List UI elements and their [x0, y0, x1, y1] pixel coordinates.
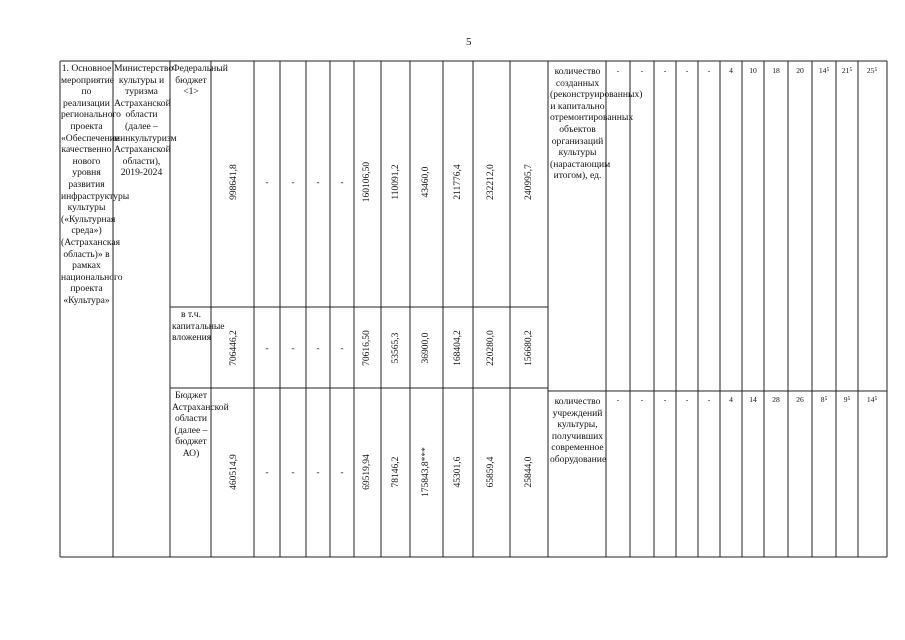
value-cell: 43460,0 — [421, 166, 431, 198]
value-cell: - — [265, 343, 269, 353]
indicator-value: - — [663, 66, 667, 75]
indicator-value: 14⁵ — [818, 66, 830, 75]
indicator-name: количество учреждений культуры, получивших современное оборудование — [550, 396, 607, 465]
value-cell: - — [291, 343, 295, 353]
value-cell: - — [265, 467, 269, 477]
value-cell: 168404,2 — [453, 330, 463, 366]
indicator-value: 10 — [749, 66, 757, 75]
indicator-value: 14⁵ — [866, 395, 878, 404]
source-federal-budget: Федеральный бюджет <1> — [172, 63, 228, 98]
value-cell: 110091,2 — [391, 164, 401, 200]
indicator-value: 18 — [772, 66, 780, 75]
value-cell: 53565,3 — [391, 332, 401, 364]
indicator-value: - — [616, 66, 620, 75]
value-cell: 175843,8*** — [421, 447, 431, 497]
indicator-value: - — [616, 395, 620, 404]
value-cell: 460514,9 — [229, 454, 239, 490]
value-cell: 78146,2 — [391, 456, 401, 488]
value-cell: - — [340, 177, 344, 187]
value-cell: 25844,0 — [524, 456, 534, 488]
value-cell: - — [340, 467, 344, 477]
value-cell: - — [265, 177, 269, 187]
value-cell: 998641,8 — [229, 164, 239, 200]
indicator-value: 8⁵ — [820, 395, 828, 404]
indicator-value: - — [685, 395, 689, 404]
indicator-value: 4 — [729, 66, 733, 75]
executor-name: Министерство культуры и туризма Астраханской области (далее – минкультуризм Астраханской области), 2019-2024 — [114, 63, 177, 179]
indicator-value: - — [685, 66, 689, 75]
value-cell: 240995,7 — [524, 164, 534, 200]
indicator-name: количество созданных (реконструированных) и капитально отремонтированных объектов организаций культуры (нарастающим итогом), ед. — [550, 66, 643, 182]
indicator-value: 14 — [749, 395, 757, 404]
value-cell: 160106,50 — [362, 161, 372, 203]
indicator-value: - — [640, 395, 644, 404]
page-number: 5 — [466, 36, 472, 48]
value-cell: - — [291, 467, 295, 477]
value-cell: 69519,94 — [362, 454, 372, 490]
source-regional-budget: Бюджет Астраханской области (далее – бюджет АО) — [172, 390, 229, 459]
value-cell: 70616,50 — [362, 330, 372, 366]
indicator-value: 26 — [796, 395, 804, 404]
value-cell: 232212,0 — [486, 164, 496, 200]
source-capital-investments: в т.ч. капитальные вложения — [172, 309, 225, 344]
value-cell: - — [291, 177, 295, 187]
value-cell: - — [316, 467, 320, 477]
indicator-value: 21⁵ — [841, 66, 853, 75]
value-cell: 45301,6 — [453, 456, 463, 488]
indicator-value: 20 — [796, 66, 804, 75]
value-cell: 220280,0 — [486, 330, 496, 366]
value-cell: - — [316, 177, 320, 187]
value-cell: 36900,0 — [421, 332, 431, 364]
value-cell: 156680,2 — [524, 330, 534, 366]
indicator-value: 28 — [772, 395, 780, 404]
indicator-value: - — [663, 395, 667, 404]
indicator-value: - — [707, 66, 711, 75]
value-cell: - — [340, 343, 344, 353]
indicator-value: - — [640, 66, 644, 75]
indicator-value: - — [707, 395, 711, 404]
event-name: 1. Основное мероприятие по реализации регионального проекта «Обеспечение качественно нового уровня развития инфраструктуры культуры («Культурная среда») (Астраханская область)» в рамках национального проекта «Культура» — [61, 63, 130, 306]
indicator-value: 9⁵ — [843, 395, 851, 404]
value-cell: 706446,2 — [229, 330, 239, 366]
value-cell: 211776,4 — [453, 164, 463, 200]
indicator-value: 25⁵ — [866, 66, 878, 75]
value-cell: 65859,4 — [486, 456, 496, 488]
indicator-value: 4 — [729, 395, 733, 404]
value-cell: - — [316, 343, 320, 353]
